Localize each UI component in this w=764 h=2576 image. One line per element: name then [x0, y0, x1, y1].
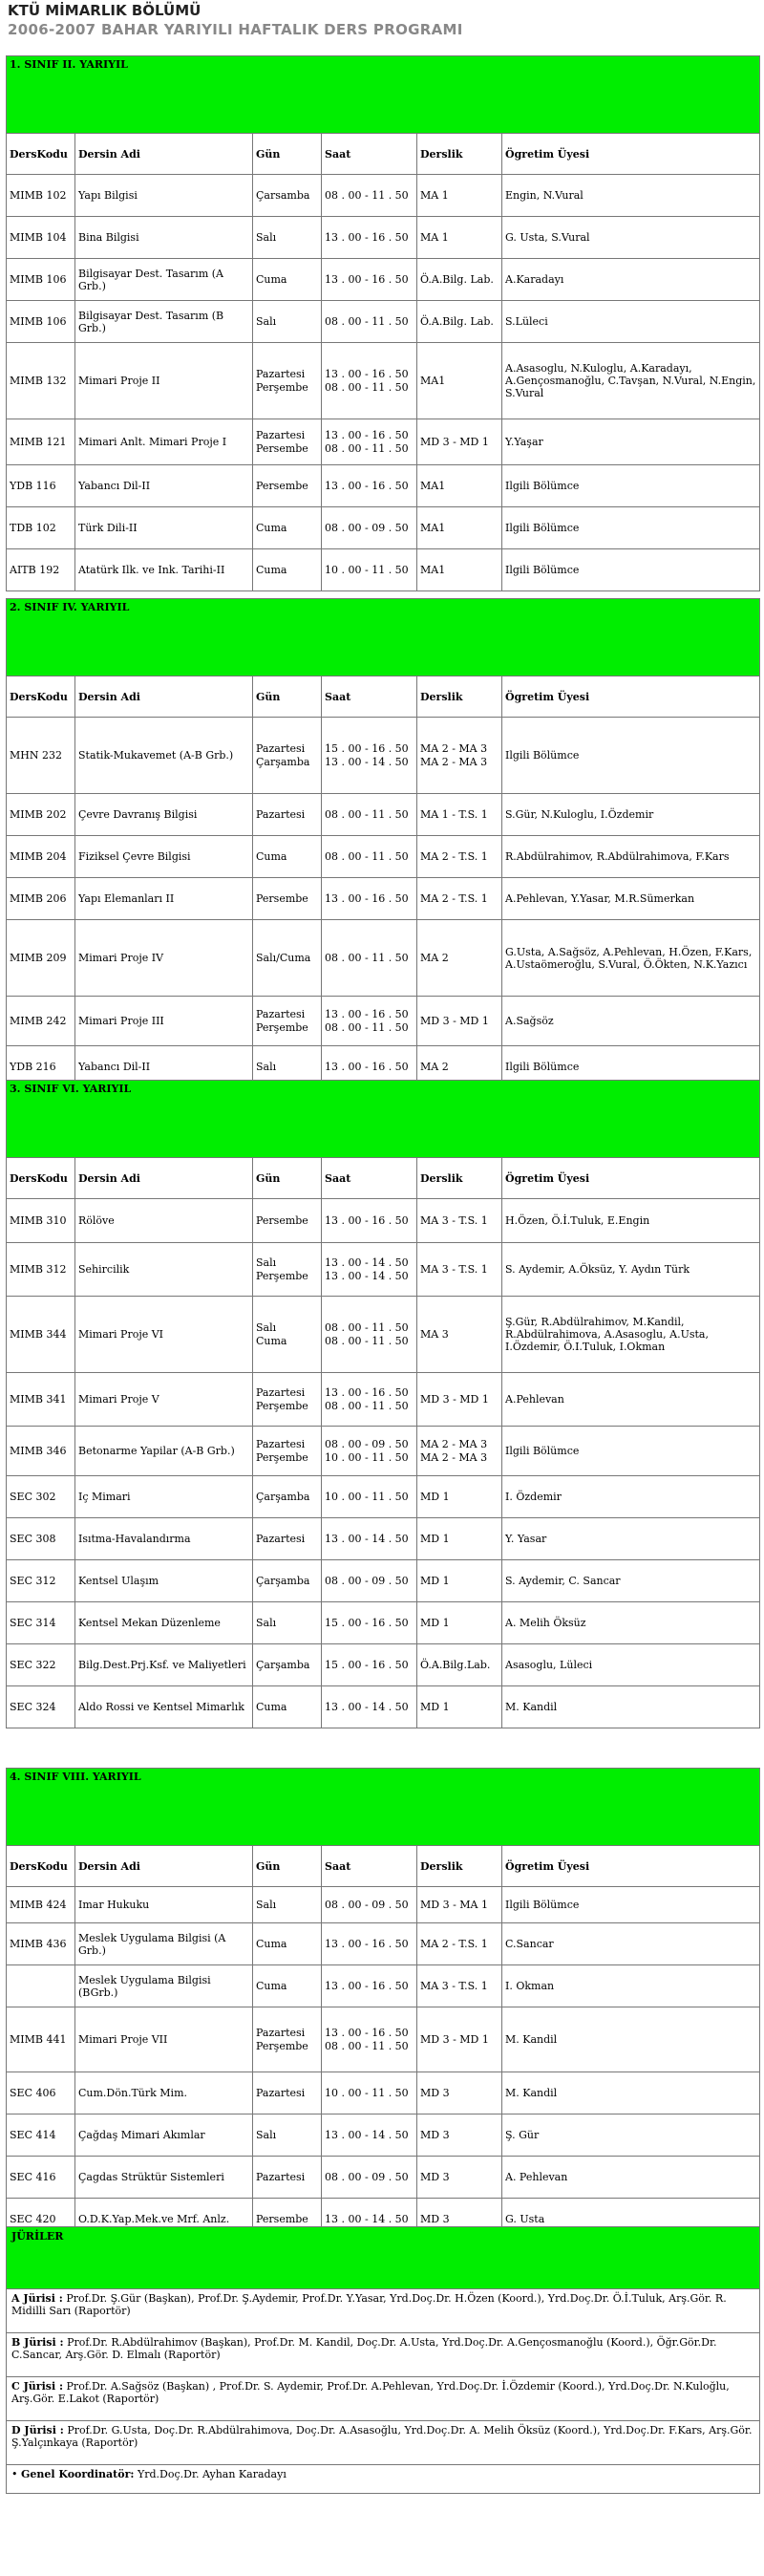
course-code: SEC 406 — [7, 2072, 75, 2114]
course-room: MA 2 - MA 3 MA 2 - MA 3 — [417, 718, 502, 794]
course-name: Türk Dili-II — [75, 507, 253, 549]
table-row — [7, 878, 760, 920]
course-code: MIMB 104 — [7, 217, 75, 259]
course-instructor: S. Aydemir, A.Öksüz, Y. Aydın Türk — [502, 1243, 760, 1297]
course-room: MD 3 — [417, 2114, 502, 2157]
course-room: MA 2 — [417, 1046, 502, 1088]
course-room: MD 3 - MD 1 — [417, 997, 502, 1046]
table-row — [7, 1518, 760, 1560]
column-header: Saat — [322, 1846, 417, 1887]
column-header: Gün — [253, 134, 322, 175]
course-room: MD 3 - MD 1 — [417, 1373, 502, 1427]
column-header: Saat — [322, 1158, 417, 1199]
course-name: Mimari Proje VII — [75, 2007, 253, 2072]
column-header: Derslik — [417, 1846, 502, 1887]
course-room: MA 3 - T.S. 1 — [417, 1243, 502, 1297]
page-subtitle: 2006-2007 BAHAR YARIYILI HAFTALIK DERS PROGRAMI — [8, 21, 463, 38]
course-day: Pazartesi — [253, 1518, 322, 1560]
course-day: Salı — [253, 2114, 322, 2157]
column-header: Derslik — [417, 676, 502, 718]
section-title: 2. SINIF IV. YARIYIL — [7, 599, 760, 676]
course-time: 08 . 00 - 11 . 50 — [322, 920, 417, 997]
course-code: SEC 302 — [7, 1476, 75, 1518]
course-instructor: S.Lüleci — [502, 301, 760, 343]
section-title: 3. SINIF VI. YARIYIL — [7, 1081, 760, 1158]
course-time: 13 . 00 - 16 . 50 — [322, 1965, 417, 2007]
course-room: MD 3 — [417, 2157, 502, 2199]
course-code: TDB 102 — [7, 507, 75, 549]
table-row — [7, 301, 760, 343]
course-time: 08 . 00 - 11 . 50 — [322, 836, 417, 878]
course-name: Atatürk Ilk. ve Ink. Tarihi-II — [75, 549, 253, 591]
course-time: 08 . 00 - 09 . 50 10 . 00 - 11 . 50 — [322, 1427, 417, 1476]
table-row — [7, 1199, 760, 1243]
course-name: Mimari Proje V — [75, 1373, 253, 1427]
juries-table — [6, 2226, 760, 2494]
course-name: Betonarme Yapilar (A-B Grb.) — [75, 1427, 253, 1476]
jury-d — [7, 2421, 760, 2465]
table-row — [7, 1297, 760, 1373]
column-header: DersKodu — [7, 1158, 75, 1199]
jury-members: Prof.Dr. Ş.Gür (Başkan), Prof.Dr. Ş.Aydemir, Prof.Dr. Y.Yasar, Yrd.Doç.Dr. H.Özen (Koord.), Yrd.Doç.Dr. Ö.İ.Tuluk, Arş.Gör. R. Midilli Sarı (Raportör) — [11, 2292, 727, 2317]
course-day: Çarşamba — [253, 1476, 322, 1518]
table-row — [7, 836, 760, 878]
course-room: MA1 — [417, 507, 502, 549]
jury-members: Prof.Dr. A.Sağsöz (Başkan) , Prof.Dr. S. Aydemir, Prof.Dr. A.Pehlevan, Yrd.Doç.Dr. İ.Özdemir (Koord.), Yrd.Doç.Dr. N.Kuloğlu, Arş.Gör. E.Lakot (Raportör) — [11, 2380, 730, 2405]
course-instructor: Ilgili Bölümce — [502, 465, 760, 507]
course-room: MA 3 — [417, 1297, 502, 1373]
course-name: Aldo Rossi ve Kentsel Mimarlık — [75, 1686, 253, 1728]
course-code: MIMB 121 — [7, 419, 75, 465]
course-instructor: Ş. Gür — [502, 2114, 760, 2157]
course-name: Yapı Bilgisi — [75, 175, 253, 217]
column-header: Derslik — [417, 134, 502, 175]
course-room: MD 3 - MA 1 — [417, 1887, 502, 1923]
course-code: SEC 322 — [7, 1644, 75, 1686]
course-name: Isıtma-Havalandırma — [75, 1518, 253, 1560]
course-day: Persembe — [253, 2199, 322, 2241]
course-instructor: A.Pehlevan — [502, 1373, 760, 1427]
course-time: 13 . 00 - 14 . 50 — [322, 2199, 417, 2241]
course-instructor: A. Pehlevan — [502, 2157, 760, 2199]
course-room: MA 2 — [417, 920, 502, 997]
table-row — [7, 1427, 760, 1476]
course-room: MD 3 — [417, 2199, 502, 2241]
course-name: Kentsel Ulaşım — [75, 1560, 253, 1602]
column-header: Saat — [322, 134, 417, 175]
course-time: 08 . 00 - 11 . 50 08 . 00 - 11 . 50 — [322, 1297, 417, 1373]
course-day: Persembe — [253, 1199, 322, 1243]
course-time: 13 . 00 - 16 . 50 08 . 00 - 11 . 50 — [322, 343, 417, 419]
table-row — [7, 1923, 760, 1965]
course-name: Bilgisayar Dest. Tasarım (B Grb.) — [75, 301, 253, 343]
table-row — [7, 1686, 760, 1728]
course-time: 08 . 00 - 09 . 50 — [322, 1887, 417, 1923]
course-instructor: M. Kandil — [502, 1686, 760, 1728]
course-room: MA 1 - T.S. 1 — [417, 794, 502, 836]
course-time: 10 . 00 - 11 . 50 — [322, 549, 417, 591]
course-instructor: Ş.Gür, R.Abdülrahimov, M.Kandil, R.Abdülrahimova, A.Asasoglu, A.Usta, I.Özdemir, Ö.I.Tuluk, I.Okman — [502, 1297, 760, 1373]
course-room: MA 1 — [417, 217, 502, 259]
course-instructor: M. Kandil — [502, 2007, 760, 2072]
course-name: Mimari Proje VI — [75, 1297, 253, 1373]
course-name: Çağdaş Mimari Akımlar — [75, 2114, 253, 2157]
course-code: MIMB 206 — [7, 878, 75, 920]
jury-label: A Jürisi : — [11, 2292, 63, 2305]
course-time: 13 . 00 - 16 . 50 — [322, 465, 417, 507]
course-day: Pazartesi — [253, 2157, 322, 2199]
course-time: 13 . 00 - 16 . 50 — [322, 217, 417, 259]
course-name: Bina Bilgisi — [75, 217, 253, 259]
course-name: Meslek Uygulama Bilgisi (A Grb.) — [75, 1923, 253, 1965]
course-name: Iç Mimari — [75, 1476, 253, 1518]
course-day: Salı — [253, 1046, 322, 1088]
course-instructor: Y.Yaşar — [502, 419, 760, 465]
jury-c — [7, 2377, 760, 2421]
course-time: 08 . 00 - 09 . 50 — [322, 2157, 417, 2199]
course-time: 08 . 00 - 09 . 50 — [322, 1560, 417, 1602]
course-code: MIMB 310 — [7, 1199, 75, 1243]
course-code: MIMB 341 — [7, 1373, 75, 1427]
table-row — [7, 1373, 760, 1427]
table-row — [7, 175, 760, 217]
course-name: Imar Hukuku — [75, 1887, 253, 1923]
schedule-table-sinif-2 — [6, 598, 760, 1088]
table-row — [7, 549, 760, 591]
course-instructor: Ilgili Bölümce — [502, 1427, 760, 1476]
page-title: KTÜ MİMARLIK BÖLÜMÜ — [8, 2, 202, 19]
column-header: Dersin Adi — [75, 1158, 253, 1199]
course-time: 08 . 00 - 11 . 50 — [322, 175, 417, 217]
jury-members: Prof.Dr. R.Abdülrahimov (Başkan), Prof.Dr. M. Kandil, Doç.Dr. A.Usta, Yrd.Doç.Dr. A.Gençosmanoğlu (Koord.), Öğr.Gör.Dr. C.Sancar, Arş.Gör. D. Elmalı (Raportör) — [11, 2336, 717, 2361]
course-time: 10 . 00 - 11 . 50 — [322, 2072, 417, 2114]
course-room: MA 2 - T.S. 1 — [417, 1923, 502, 1965]
column-header: Ögretim Üyesi — [502, 1158, 760, 1199]
course-day: Pazartesi Perşembe — [253, 2007, 322, 2072]
course-name: Mimari Proje II — [75, 343, 253, 419]
course-day: Pazartesi Persembe — [253, 419, 322, 465]
course-day: Cuma — [253, 836, 322, 878]
course-code: MIMB 209 — [7, 920, 75, 997]
jury-label: C Jürisi : — [11, 2380, 64, 2393]
course-room: MD 1 — [417, 1602, 502, 1644]
course-day: Salı — [253, 1602, 322, 1644]
course-room: MD 1 — [417, 1518, 502, 1560]
course-instructor: Engin, N.Vural — [502, 175, 760, 217]
course-code: SEC 308 — [7, 1518, 75, 1560]
course-code: MIMB 441 — [7, 2007, 75, 2072]
course-room: MD 1 — [417, 1476, 502, 1518]
jury-b — [7, 2333, 760, 2377]
course-instructor: Y. Yasar — [502, 1518, 760, 1560]
course-instructor: Ilgili Bölümce — [502, 507, 760, 549]
course-day: Çarsamba — [253, 175, 322, 217]
course-time: 08 . 00 - 11 . 50 — [322, 794, 417, 836]
course-room: MA1 — [417, 343, 502, 419]
column-header: DersKodu — [7, 1846, 75, 1887]
course-code: MIMB 106 — [7, 259, 75, 301]
course-code: YDB 116 — [7, 465, 75, 507]
course-code: MIMB 312 — [7, 1243, 75, 1297]
column-header: Gün — [253, 1846, 322, 1887]
course-instructor: Asasoglu, Lüleci — [502, 1644, 760, 1686]
course-instructor: S.Gür, N.Kuloglu, I.Özdemir — [502, 794, 760, 836]
column-header: Gün — [253, 676, 322, 718]
course-instructor: G. Usta — [502, 2199, 760, 2241]
course-name: Statik-Mukavemet (A-B Grb.) — [75, 718, 253, 794]
course-code: MIMB 204 — [7, 836, 75, 878]
course-time: 13 . 00 - 16 . 50 08 . 00 - 11 . 50 — [322, 1373, 417, 1427]
course-time: 08 . 00 - 11 . 50 — [322, 301, 417, 343]
course-code: MIMB 346 — [7, 1427, 75, 1476]
course-time: 13 . 00 - 16 . 50 — [322, 878, 417, 920]
course-instructor: G.Usta, A.Sağsöz, A.Pehlevan, H.Özen, F.Kars, A.Ustaömeroğlu, S.Vural, Ö.Ökten, N.K.Yazıcı — [502, 920, 760, 997]
course-code: MIMB 106 — [7, 301, 75, 343]
course-name: Rölöve — [75, 1199, 253, 1243]
course-name: Mimari Proje IV — [75, 920, 253, 997]
course-instructor: I. Özdemir — [502, 1476, 760, 1518]
table-row — [7, 259, 760, 301]
column-header: Derslik — [417, 1158, 502, 1199]
course-name: Yabancı Dil-II — [75, 1046, 253, 1088]
course-room: MA 2 - T.S. 1 — [417, 836, 502, 878]
course-day: Salı — [253, 301, 322, 343]
course-code: MIMB 436 — [7, 1923, 75, 1965]
course-instructor: M. Kandil — [502, 2072, 760, 2114]
course-room: MD 3 - MD 1 — [417, 419, 502, 465]
course-time: 13 . 00 - 14 . 50 — [322, 1518, 417, 1560]
course-time: 15 . 00 - 16 . 50 — [322, 1602, 417, 1644]
schedule-table-sinif-3 — [6, 1080, 760, 1728]
table-row — [7, 794, 760, 836]
course-code: SEC 414 — [7, 2114, 75, 2157]
juries-title: JÜRİLER — [7, 2227, 760, 2289]
course-name: Mimari Anlt. Mimari Proje I — [75, 419, 253, 465]
course-room: MA 2 - MA 3 MA 2 - MA 3 — [417, 1427, 502, 1476]
table-row — [7, 507, 760, 549]
table-row — [7, 1965, 760, 2007]
course-time: 13 . 00 - 14 . 50 13 . 00 - 14 . 50 — [322, 1243, 417, 1297]
jury-a — [7, 2289, 760, 2333]
course-code: YDB 216 — [7, 1046, 75, 1088]
section-title: 1. SINIF II. YARIYIL — [7, 56, 760, 134]
course-day: Persembe — [253, 878, 322, 920]
course-day: Salı Cuma — [253, 1297, 322, 1373]
coordinator-name: Yrd.Doç.Dr. Ayhan Karadayı — [137, 2468, 286, 2480]
course-code: SEC 416 — [7, 2157, 75, 2199]
course-time: 13 . 00 - 16 . 50 — [322, 1046, 417, 1088]
table-row — [7, 2157, 760, 2199]
course-name: Çevre Davranış Bilgisi — [75, 794, 253, 836]
column-header: Saat — [322, 676, 417, 718]
course-instructor: H.Özen, Ö.İ.Tuluk, E.Engin — [502, 1199, 760, 1243]
course-room: MA 2 - T.S. 1 — [417, 878, 502, 920]
jury-label: D Jürisi : — [11, 2424, 64, 2436]
course-name: Yabancı Dil-II — [75, 465, 253, 507]
course-name: Kentsel Mekan Düzenleme — [75, 1602, 253, 1644]
course-instructor: A.Pehlevan, Y.Yasar, M.R.Sümerkan — [502, 878, 760, 920]
course-time: 13 . 00 - 16 . 50 — [322, 1199, 417, 1243]
course-room: MD 1 — [417, 1560, 502, 1602]
course-time: 08 . 00 - 09 . 50 — [322, 507, 417, 549]
course-room: MD 1 — [417, 1686, 502, 1728]
course-name: Sehircilik — [75, 1243, 253, 1297]
course-room: MA1 — [417, 549, 502, 591]
course-day: Pazartesi — [253, 2072, 322, 2114]
course-code: MIMB 242 — [7, 997, 75, 1046]
course-instructor: A.Sağsöz — [502, 997, 760, 1046]
course-time: 13 . 00 - 16 . 50 08 . 00 - 11 . 50 — [322, 997, 417, 1046]
general-coordinator: • Genel Koordinatör: Yrd.Doç.Dr. Ayhan Karadayı — [7, 2465, 760, 2494]
course-time: 13 . 00 - 16 . 50 — [322, 259, 417, 301]
course-name: Cum.Dön.Türk Mim. — [75, 2072, 253, 2114]
table-row — [7, 2072, 760, 2114]
course-instructor: Ilgili Bölümce — [502, 1046, 760, 1088]
table-row — [7, 997, 760, 1046]
course-day: Pazartesi Çarşamba — [253, 718, 322, 794]
jury-label: B Jürisi : — [11, 2336, 64, 2349]
course-time: 10 . 00 - 11 . 50 — [322, 1476, 417, 1518]
course-instructor: Ilgili Bölümce — [502, 1887, 760, 1923]
course-code: MIMB 424 — [7, 1887, 75, 1923]
course-room: MA 3 - T.S. 1 — [417, 1199, 502, 1243]
course-code: MHN 232 — [7, 718, 75, 794]
course-code: MIMB 202 — [7, 794, 75, 836]
column-header: Ögretim Üyesi — [502, 134, 760, 175]
column-header: Gün — [253, 1158, 322, 1199]
course-instructor: Ilgili Bölümce — [502, 718, 760, 794]
course-code: SEC 312 — [7, 1560, 75, 1602]
course-room: MA 3 - T.S. 1 — [417, 1965, 502, 2007]
course-day: Çarşamba — [253, 1560, 322, 1602]
course-day: Pazartesi Perşembe — [253, 343, 322, 419]
course-room: Ö.A.Bilg.Lab. — [417, 1644, 502, 1686]
column-header: DersKodu — [7, 134, 75, 175]
course-time: 13 . 00 - 14 . 50 — [322, 1686, 417, 1728]
course-time: 15 . 00 - 16 . 50 — [322, 1644, 417, 1686]
course-name: Yapı Elemanları II — [75, 878, 253, 920]
course-day: Pazartesi Perşembe — [253, 1373, 322, 1427]
table-row — [7, 1560, 760, 1602]
jury-members: Prof.Dr. G.Usta, Doç.Dr. R.Abdülrahimova, Doç.Dr. A.Asasoğlu, Yrd.Doç.Dr. A. Melih Öksüz (Koord.), Yrd.Doç.Dr. F.Kars, Arş.Gör. Ş.Yalçınkaya (Raportör) — [11, 2424, 753, 2449]
column-header: Ögretim Üyesi — [502, 676, 760, 718]
course-time: 13 . 00 - 16 . 50 08 . 00 - 11 . 50 — [322, 2007, 417, 2072]
schedule-table-sinif-1 — [6, 55, 760, 591]
course-name: Bilgisayar Dest. Tasarım (A Grb.) — [75, 259, 253, 301]
course-room: MD 3 — [417, 2072, 502, 2114]
course-code: MIMB 102 — [7, 175, 75, 217]
course-day: Cuma — [253, 1686, 322, 1728]
course-day: Salı — [253, 1887, 322, 1923]
course-day: Cuma — [253, 1923, 322, 1965]
course-instructor: A.Karadayı — [502, 259, 760, 301]
course-code: SEC 324 — [7, 1686, 75, 1728]
course-day: Cuma — [253, 1965, 322, 2007]
course-day: Cuma — [253, 549, 322, 591]
course-time: 13 . 00 - 16 . 50 08 . 00 - 11 . 50 — [322, 419, 417, 465]
course-name: Mimari Proje III — [75, 997, 253, 1046]
course-name: O.D.K.Yap.Mek.ve Mrf. Anlz. — [75, 2199, 253, 2241]
course-code: AITB 192 — [7, 549, 75, 591]
table-row — [7, 1644, 760, 1686]
table-row — [7, 1887, 760, 1923]
course-day: Pazartesi Perşembe — [253, 1427, 322, 1476]
column-header: Dersin Adi — [75, 1846, 253, 1887]
course-instructor: G. Usta, S.Vural — [502, 217, 760, 259]
course-room: Ö.A.Bilg. Lab. — [417, 259, 502, 301]
course-day: Pazartesi Perşembe — [253, 997, 322, 1046]
course-time: 15 . 00 - 16 . 50 13 . 00 - 14 . 50 — [322, 718, 417, 794]
table-row — [7, 1243, 760, 1297]
column-header: Dersin Adi — [75, 676, 253, 718]
table-row — [7, 1476, 760, 1518]
course-instructor: A.Asasoglu, N.Kuloglu, A.Karadayı, A.Gençosmanoğlu, C.Tavşan, N.Vural, N.Engin, S.Vural — [502, 343, 760, 419]
table-row — [7, 465, 760, 507]
course-day: Cuma — [253, 507, 322, 549]
course-day: Salı/Cuma — [253, 920, 322, 997]
course-day: Cuma — [253, 259, 322, 301]
course-room: MA1 — [417, 465, 502, 507]
course-code: MIMB 344 — [7, 1297, 75, 1373]
section-title: 4. SINIF VIII. YARIYIL — [7, 1769, 760, 1846]
table-row — [7, 2114, 760, 2157]
course-instructor: C.Sancar — [502, 1923, 760, 1965]
column-header: DersKodu — [7, 676, 75, 718]
course-name: Fiziksel Çevre Bilgisi — [75, 836, 253, 878]
table-row — [7, 1602, 760, 1644]
course-code: SEC 420 — [7, 2199, 75, 2241]
column-header: Dersin Adi — [75, 134, 253, 175]
coordinator-label: Genel Koordinatör: — [21, 2468, 135, 2480]
course-instructor: I. Okman — [502, 1965, 760, 2007]
table-row — [7, 419, 760, 465]
course-room: MA 1 — [417, 175, 502, 217]
course-day: Çarşamba — [253, 1644, 322, 1686]
table-row — [7, 343, 760, 419]
course-instructor: R.Abdülrahimov, R.Abdülrahimova, F.Kars — [502, 836, 760, 878]
course-time: 13 . 00 - 14 . 50 — [322, 2114, 417, 2157]
column-header: Ögretim Üyesi — [502, 1846, 760, 1887]
course-room: Ö.A.Bilg. Lab. — [417, 301, 502, 343]
course-code: MIMB 132 — [7, 343, 75, 419]
course-name: Çagdas Strüktür Sistemleri — [75, 2157, 253, 2199]
table-row — [7, 217, 760, 259]
course-day: Salı — [253, 217, 322, 259]
course-room: MD 3 - MD 1 — [417, 2007, 502, 2072]
course-name: Meslek Uygulama Bilgisi (BGrb.) — [75, 1965, 253, 2007]
table-row — [7, 718, 760, 794]
course-day: Salı Perşembe — [253, 1243, 322, 1297]
schedule-table-sinif-4 — [6, 1768, 760, 2283]
course-name: Bilg.Dest.Prj.Ksf. ve Maliyetleri — [75, 1644, 253, 1686]
course-day: Persembe — [253, 465, 322, 507]
course-day: Pazartesi — [253, 794, 322, 836]
course-instructor: Ilgili Bölümce — [502, 549, 760, 591]
table-row — [7, 2007, 760, 2072]
course-code: SEC 314 — [7, 1602, 75, 1644]
table-row — [7, 920, 760, 997]
course-instructor: A. Melih Öksüz — [502, 1602, 760, 1644]
course-time: 13 . 00 - 16 . 50 — [322, 1923, 417, 1965]
course-instructor: S. Aydemir, C. Sancar — [502, 1560, 760, 1602]
course-code — [7, 1965, 75, 2007]
